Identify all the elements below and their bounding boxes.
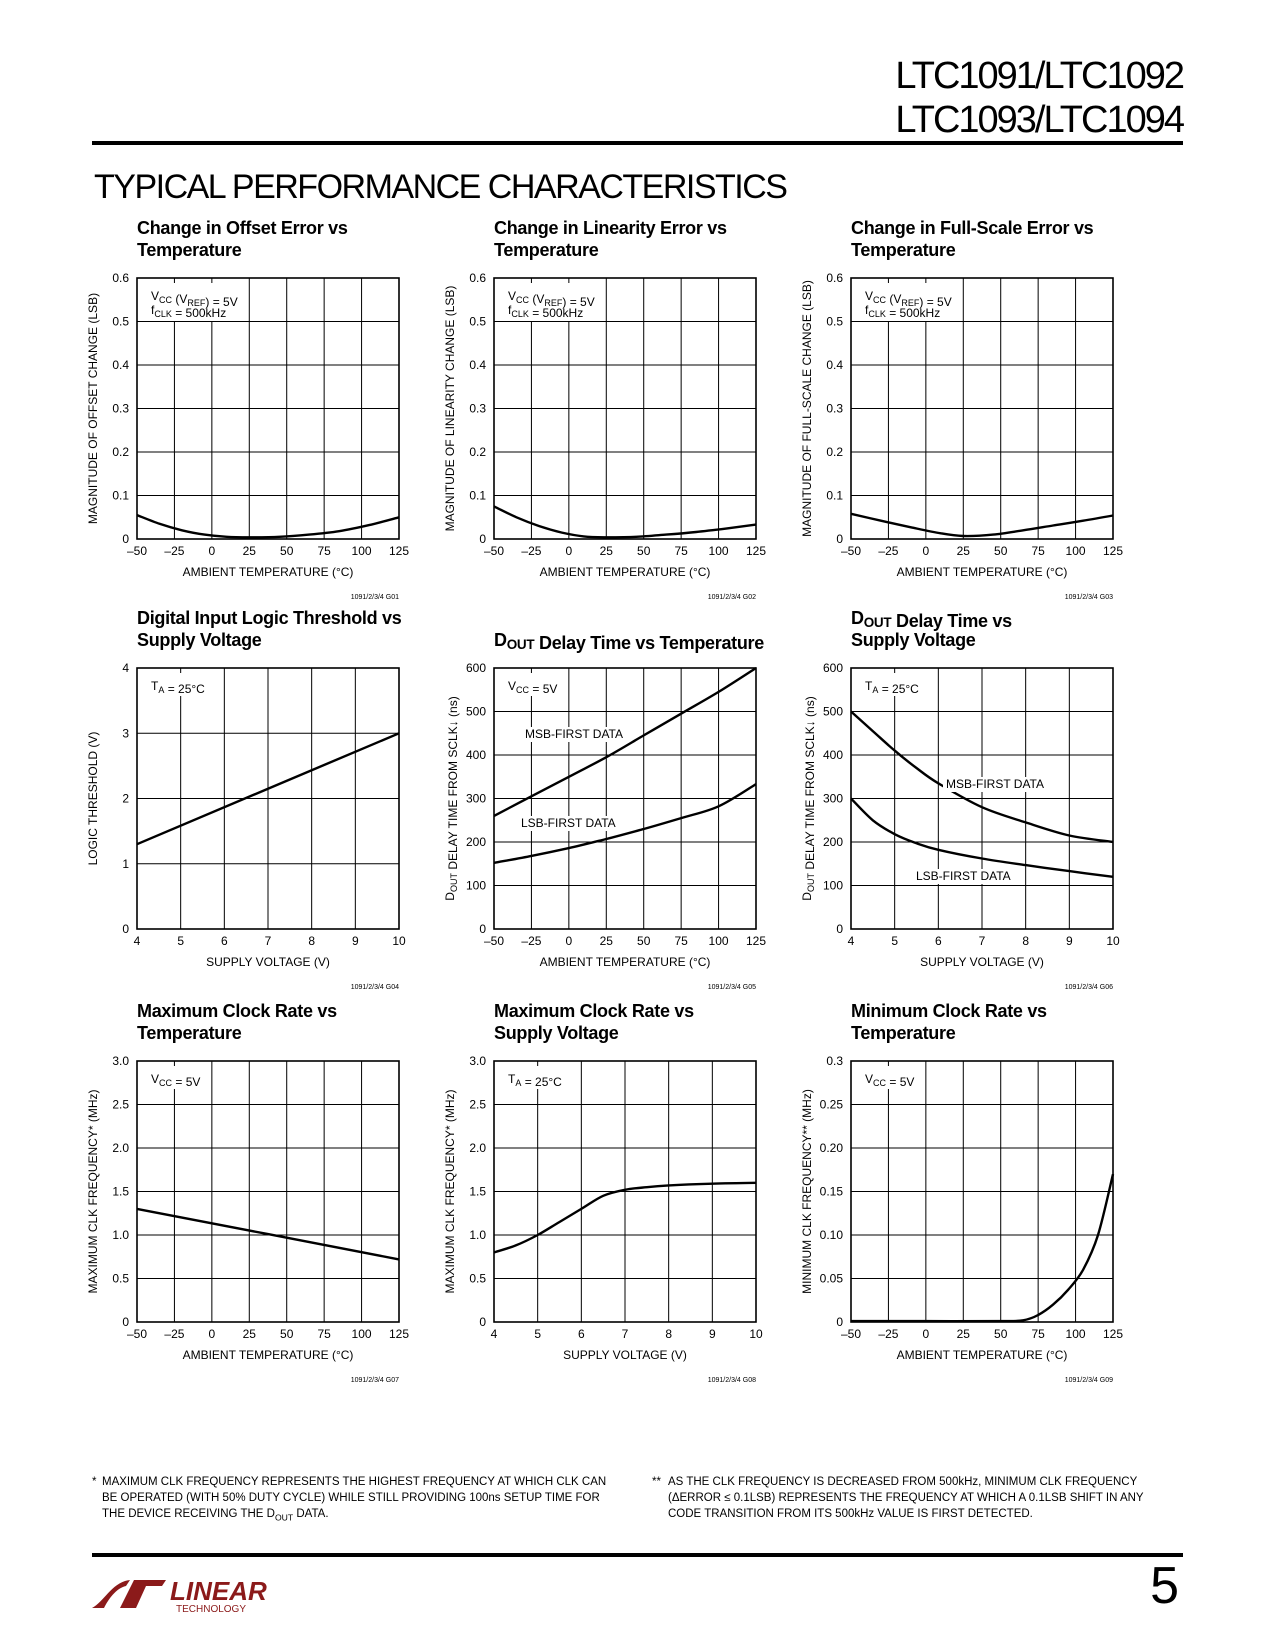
condition-text: $T_A = 25^\circ C$: [508, 1072, 562, 1089]
x-tick-label: –25: [878, 1327, 899, 1341]
x-tick-label: 75: [1031, 1327, 1045, 1341]
x-axis-label: SUPPLY VOLTAGE (V): [563, 1348, 687, 1362]
figure-code: 1091/2/3/4 G06: [1064, 984, 1113, 991]
condition-text: $f_{CLK} = 500kHz$: [151, 303, 227, 320]
x-tick-label: 5: [177, 934, 185, 948]
y-tick-label: 400: [465, 748, 486, 762]
y-tick-label: 0: [122, 532, 129, 546]
logo-mark-icon: [92, 1580, 166, 1608]
y-tick-label: 0.2: [112, 445, 129, 459]
x-tick-label: 25: [956, 1327, 970, 1341]
x-tick-label: 0: [565, 934, 573, 948]
chart-g07: [86, 1001, 409, 1384]
x-tick-label: 50: [637, 934, 651, 948]
y-tick-label: 300: [465, 791, 486, 806]
y-tick-label: 0.4: [826, 358, 843, 372]
y-tick-label: 0.20: [819, 1141, 843, 1155]
y-tick-label: 0.5: [469, 1271, 486, 1286]
series-line-curve: [851, 514, 1113, 536]
y-axis-label: MAGNITUDE OF FULL-SCALE CHANGE (LSB): [800, 280, 814, 537]
x-tick-label: 100: [351, 1327, 372, 1341]
y-tick-label: 0.10: [819, 1228, 843, 1242]
x-tick-label: 100: [1065, 1327, 1086, 1341]
logo-text: LINEAR: [170, 1576, 267, 1606]
y-tick-label: 0.5: [826, 314, 843, 329]
chart-title-line: Temperature: [851, 240, 956, 260]
y-axis-label: $D_{OUT}$ DELAY TIME FROM SCLK↓ (ns): [800, 696, 817, 901]
series-label: LSB-FIRST DATA: [916, 869, 1011, 883]
y-tick-label: 100: [822, 878, 843, 893]
y-axis-label: MAXIMUM CLK FREQUENCY* (MHz): [86, 1089, 100, 1294]
x-tick-label: 8: [665, 1327, 673, 1341]
part-number-line-2: LTC1093/LTC1094: [895, 99, 1183, 141]
y-tick-label: 0.25: [819, 1097, 843, 1112]
condition-text: $f_{CLK} = 500kHz$: [508, 303, 584, 320]
y-tick-label: 0.3: [826, 1054, 843, 1068]
figure-code: 1091/2/3/4 G03: [1064, 594, 1113, 601]
x-tick-label: –25: [164, 1327, 185, 1341]
x-tick-label: 7: [264, 934, 272, 948]
footnote-min-clk: [654, 1474, 1174, 1522]
x-axis-label: SUPPLY VOLTAGE (V): [206, 955, 330, 969]
condition-text: $V_{CC} = 5V$: [865, 1072, 915, 1089]
y-tick-label: 0.1: [469, 488, 486, 503]
x-tick-label: 50: [280, 544, 294, 558]
x-tick-label: 100: [1065, 544, 1086, 558]
chart-title-line: Supply Voltage: [851, 630, 976, 650]
x-tick-label: –50: [483, 544, 505, 558]
y-tick-label: 500: [822, 704, 843, 719]
series-line-curve: [494, 506, 756, 537]
x-tick-label: 100: [351, 544, 372, 558]
y-tick-label: 0.5: [112, 314, 129, 329]
x-axis-label: AMBIENT TEMPERATURE (°C): [539, 955, 711, 969]
y-tick-label: 0.05: [819, 1271, 843, 1286]
condition-text: $V_{CC}$ $(V_{REF}) = 5V$: [508, 289, 595, 309]
y-tick-label: 0.5: [469, 314, 486, 329]
y-tick-label: 0.1: [112, 488, 129, 503]
y-tick-label: 2.5: [112, 1097, 129, 1112]
y-tick-label: 1: [122, 856, 129, 871]
x-tick-label: 125: [388, 544, 410, 558]
y-tick-label: 0.5: [112, 1271, 129, 1286]
y-tick-label: 0.2: [826, 445, 843, 459]
y-axis-label: $D_{OUT}$ DELAY TIME FROM SCLK↓ (ns): [443, 696, 460, 901]
x-tick-label: 75: [317, 1327, 331, 1341]
y-tick-label: 1.0: [112, 1228, 129, 1242]
figure-code: 1091/2/3/4 G01: [350, 594, 399, 601]
chart-title-line: Temperature: [137, 240, 242, 260]
x-tick-label: 125: [1102, 1327, 1124, 1341]
x-tick-label: –25: [878, 544, 899, 558]
y-tick-label: 0.1: [826, 488, 843, 503]
y-tick-label: 0: [836, 1315, 843, 1329]
linear-technology-logo: [90, 1572, 270, 1614]
x-tick-label: –50: [126, 1327, 148, 1341]
x-tick-label: 125: [388, 1327, 410, 1341]
y-tick-label: 1.5: [469, 1184, 486, 1199]
y-tick-label: 100: [465, 878, 486, 893]
y-tick-label: 0: [479, 532, 486, 546]
y-tick-label: 200: [822, 835, 843, 849]
chart-title-line: Change in Linearity Error vs: [494, 218, 727, 238]
y-tick-label: 2.5: [469, 1097, 486, 1112]
y-tick-label: 2.0: [112, 1141, 129, 1155]
chart-title-line: Minimum Clock Rate vs: [851, 1001, 1047, 1021]
y-axis-label: MAXIMUM CLK FREQUENCY* (MHz): [443, 1089, 457, 1294]
x-tick-label: 75: [674, 544, 688, 558]
y-tick-label: 200: [465, 835, 486, 849]
footnote-2-text: AS THE CLK FREQUENCY IS DECREASED FROM 500kHz, MINIMUM CLK FREQUENCY (ΔERROR ≤ 0.1LSB) REPRESENTS THE FREQUENCY AT WHICH A 0.1LSB SHIFT IN ANY CODE TRANSITION FROM ITS 500kHz VALUE IS FIRST DETECTED.: [668, 1476, 1144, 1520]
conditions-box: [502, 1066, 564, 1089]
y-tick-label: 300: [822, 791, 843, 806]
x-axis-label: AMBIENT TEMPERATURE (°C): [182, 1348, 354, 1362]
chart-title-line: DOUT Delay Time vs: [851, 608, 1012, 631]
y-tick-label: 0.3: [826, 401, 843, 416]
x-tick-label: 9: [351, 934, 359, 948]
chart-title-line: Change in Full-Scale Error vs: [851, 218, 1094, 238]
y-tick-label: 0.6: [826, 271, 843, 285]
x-tick-label: 8: [308, 934, 316, 948]
x-tick-label: 125: [1102, 544, 1124, 558]
condition-text: $T_A = 25^\circ C$: [151, 679, 205, 696]
x-tick-label: –25: [521, 544, 542, 558]
x-tick-label: 4: [133, 934, 141, 948]
y-axis-label: LOGIC THRESHOLD (V): [86, 731, 100, 866]
x-tick-label: 25: [242, 544, 256, 558]
x-tick-label: 4: [490, 1327, 498, 1341]
series-line-curve: [137, 515, 399, 537]
y-tick-label: 2: [122, 791, 129, 806]
figure-code: 1091/2/3/4 G02: [707, 594, 756, 601]
x-tick-label: 125: [745, 934, 767, 948]
y-axis-label: MINIMUM CLK FREQUENCY** (MHz): [800, 1089, 814, 1294]
y-tick-label: 0.6: [112, 271, 129, 285]
x-tick-label: 50: [994, 544, 1008, 558]
x-tick-label: 0: [922, 1327, 930, 1341]
conditions-box: [502, 283, 598, 321]
y-tick-label: 1.0: [469, 1228, 486, 1242]
x-tick-label: 6: [577, 1327, 585, 1341]
figure-code: 1091/2/3/4 G07: [350, 1377, 399, 1384]
y-tick-label: 1.5: [112, 1184, 129, 1199]
chart-title-line: Temperature: [851, 1023, 956, 1043]
conditions-box: [145, 283, 241, 321]
chart-g02: [443, 218, 766, 601]
y-tick-label: 0.2: [469, 445, 486, 459]
part-number-line-1: LTC1091/LTC1092: [895, 55, 1183, 97]
x-tick-label: 50: [637, 544, 651, 558]
condition-text: $V_{CC} = 5V$: [508, 679, 558, 696]
chart-g06: [800, 608, 1120, 991]
conditions-box: [145, 673, 207, 696]
series-label: MSB-FIRST DATA: [946, 777, 1045, 791]
figure-code: 1091/2/3/4 G09: [1064, 1377, 1113, 1384]
x-tick-label: 8: [1022, 934, 1030, 948]
footnote-1-text: MAXIMUM CLK FREQUENCY REPRESENTS THE HIGHEST FREQUENCY AT WHICH CLK CAN BE OPERATED (WITH 50% DUTY CYCLE) WHILE STILL PROVIDING 100ns SETUP TIME FOR THE DEVICE RECEIVING THE $D_{OUT}$ DATA.: [102, 1476, 607, 1523]
chart-g05: [443, 630, 766, 991]
conditions-box: [502, 673, 564, 696]
condition-text: $V_{CC} = 5V$: [151, 1072, 201, 1089]
y-tick-label: 2.0: [469, 1141, 486, 1155]
chart-g09: [800, 1001, 1123, 1384]
x-tick-label: 0: [208, 1327, 216, 1341]
y-tick-label: 3: [122, 726, 129, 741]
x-tick-label: –25: [164, 544, 185, 558]
chart-title-line: Maximum Clock Rate vs: [137, 1001, 337, 1021]
condition-text: $V_{CC}$ $(V_{REF}) = 5V$: [865, 289, 952, 309]
figure-code: 1091/2/3/4 G05: [707, 984, 756, 991]
conditions-box: [859, 673, 921, 696]
chart-title-line: Temperature: [137, 1023, 242, 1043]
x-tick-label: –50: [126, 544, 148, 558]
series-line-curve: [851, 1174, 1113, 1321]
y-tick-label: 0.3: [469, 401, 486, 416]
chart-g04: [86, 608, 406, 991]
x-tick-label: 6: [220, 934, 228, 948]
chart-title-line: DOUT Delay Time vs Temperature: [494, 630, 764, 653]
chart-title-line: Maximum Clock Rate vs: [494, 1001, 694, 1021]
series-label: MSB-FIRST DATA: [525, 727, 624, 741]
x-tick-label: –50: [840, 1327, 862, 1341]
x-tick-label: 50: [994, 1327, 1008, 1341]
y-tick-label: 3.0: [112, 1054, 129, 1068]
x-tick-label: 10: [392, 934, 406, 948]
x-tick-label: 5: [534, 1327, 542, 1341]
condition-text: $f_{CLK} = 500kHz$: [865, 303, 941, 320]
x-tick-label: 9: [1065, 934, 1073, 948]
x-tick-label: 25: [599, 544, 613, 558]
series-label: LSB-FIRST DATA: [521, 816, 616, 830]
x-axis-label: SUPPLY VOLTAGE (V): [920, 955, 1044, 969]
x-tick-label: 100: [708, 544, 729, 558]
x-tick-label: 0: [922, 544, 930, 558]
chart-title-line: Digital Input Logic Threshold vs: [137, 608, 402, 628]
page-number: 5: [1150, 1557, 1179, 1615]
y-tick-label: 600: [465, 661, 486, 675]
x-tick-label: 50: [280, 1327, 294, 1341]
conditions-box: [859, 1066, 921, 1089]
x-tick-label: 0: [565, 544, 573, 558]
y-tick-label: 0.4: [112, 358, 129, 372]
y-tick-label: 600: [822, 661, 843, 675]
chart-title-line: Supply Voltage: [494, 1023, 619, 1043]
y-tick-label: 400: [822, 748, 843, 762]
condition-text: $V_{CC}$ $(V_{REF}) = 5V$: [151, 289, 238, 309]
footnote-2-mark: **: [652, 1476, 661, 1488]
y-axis-label: MAGNITUDE OF OFFSET CHANGE (LSB): [86, 292, 100, 525]
y-tick-label: 0: [479, 922, 486, 936]
chart-title-line: Supply Voltage: [137, 630, 262, 650]
x-tick-label: 125: [745, 544, 767, 558]
y-tick-label: 0.6: [469, 271, 486, 285]
footnote-max-clk: [94, 1474, 614, 1525]
x-tick-label: –50: [483, 934, 505, 948]
condition-text: $T_A = 25^\circ C$: [865, 679, 919, 696]
y-tick-label: 500: [465, 704, 486, 719]
x-axis-label: AMBIENT TEMPERATURE (°C): [896, 565, 1068, 579]
y-tick-label: 4: [122, 661, 129, 675]
x-axis-label: AMBIENT TEMPERATURE (°C): [182, 565, 354, 579]
y-tick-label: 0.4: [469, 358, 486, 372]
x-tick-label: –25: [521, 934, 542, 948]
y-tick-label: 0: [122, 922, 129, 936]
x-tick-label: 6: [934, 934, 942, 948]
figure-code: 1091/2/3/4 G04: [350, 984, 399, 991]
series-line-curve: [137, 1209, 399, 1260]
chart-g01: [86, 218, 409, 601]
x-tick-label: 25: [242, 1327, 256, 1341]
x-tick-label: 5: [891, 934, 899, 948]
x-tick-label: –50: [840, 544, 862, 558]
x-axis-label: AMBIENT TEMPERATURE (°C): [539, 565, 711, 579]
x-tick-label: 4: [847, 934, 855, 948]
footer-rule: [92, 1553, 1183, 1557]
x-tick-label: 7: [621, 1327, 629, 1341]
section-title: TYPICAL PERFORMANCE CHARACTERISTICS: [94, 168, 787, 206]
x-tick-label: 9: [708, 1327, 716, 1341]
x-tick-label: 10: [749, 1327, 763, 1341]
x-axis-label: AMBIENT TEMPERATURE (°C): [896, 1348, 1068, 1362]
y-tick-label: 0: [479, 1315, 486, 1329]
x-tick-label: 75: [1031, 544, 1045, 558]
x-tick-label: 7: [978, 934, 986, 948]
logo-subtext: TECHNOLOGY: [176, 1604, 247, 1614]
x-tick-label: 100: [708, 934, 729, 948]
conditions-box: [859, 283, 955, 321]
y-axis-label: MAGNITUDE OF LINEARITY CHANGE (LSB): [443, 285, 457, 532]
x-tick-label: 10: [1106, 934, 1120, 948]
x-tick-label: 75: [317, 544, 331, 558]
x-tick-label: 25: [599, 934, 613, 948]
y-tick-label: 0: [122, 1315, 129, 1329]
y-tick-label: 3.0: [469, 1054, 486, 1068]
x-tick-label: 75: [674, 934, 688, 948]
y-tick-label: 0.15: [819, 1184, 843, 1199]
y-tick-label: 0: [836, 532, 843, 546]
figure-code: 1091/2/3/4 G08: [707, 1377, 756, 1384]
footnote-1-mark: *: [92, 1476, 97, 1488]
y-tick-label: 0.3: [112, 401, 129, 416]
chart-g03: [800, 218, 1123, 601]
x-tick-label: 0: [208, 544, 216, 558]
x-tick-label: 25: [956, 544, 970, 558]
chart-title-line: Change in Offset Error vs: [137, 218, 348, 238]
chart-g08: [443, 1001, 763, 1384]
y-tick-label: 0: [836, 922, 843, 936]
chart-title-line: Temperature: [494, 240, 599, 260]
conditions-box: [145, 1066, 207, 1089]
